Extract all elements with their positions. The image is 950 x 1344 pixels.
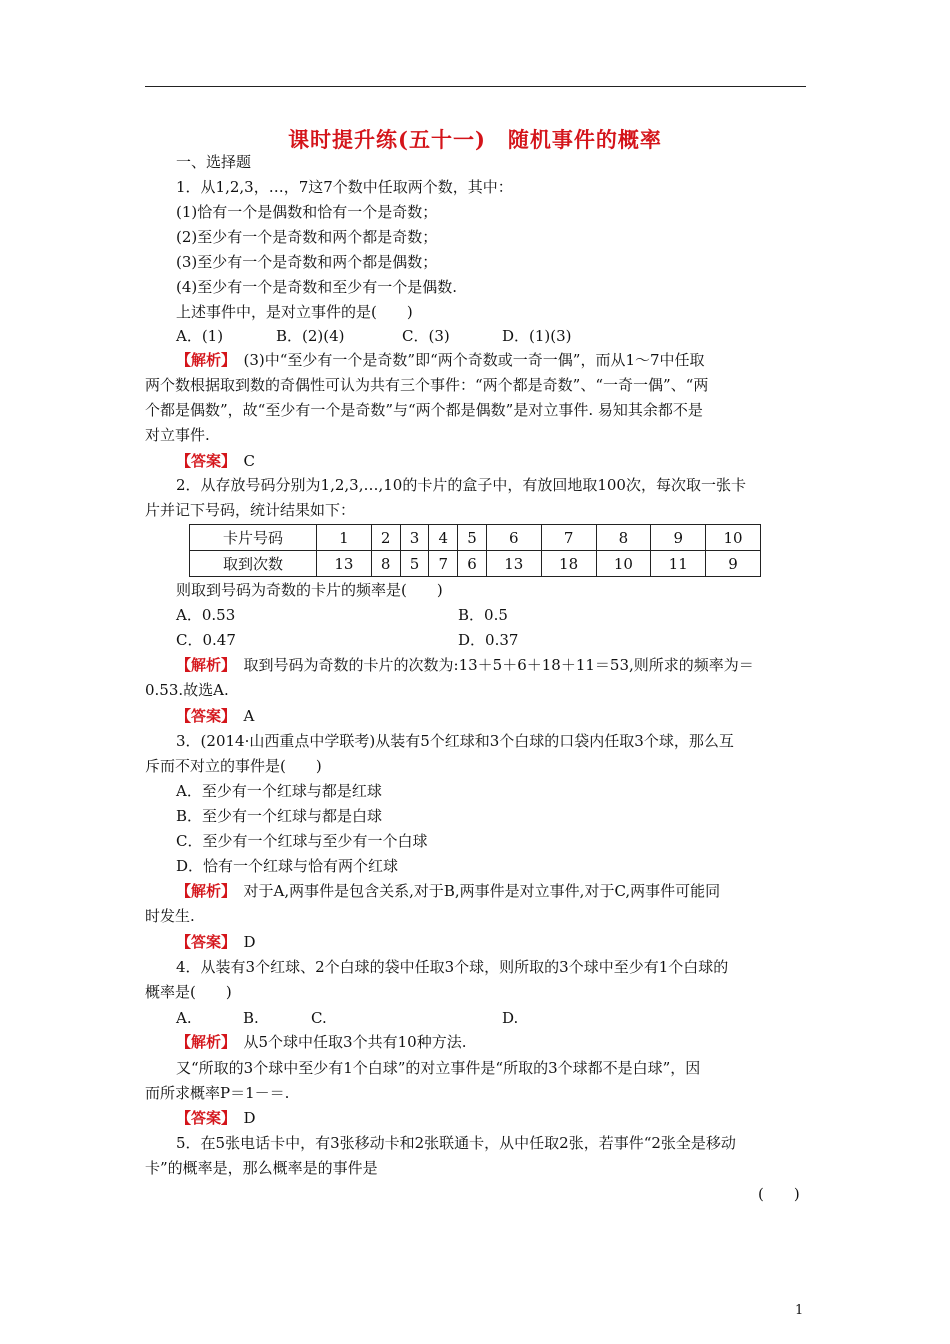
- q4-option-a: A.: [176, 1009, 192, 1027]
- analysis-tag: 【解析】: [176, 882, 229, 900]
- q4-stem-line: 4．从装有3个红球、2个白球的袋中任取3个球，则所取的3个球中至少有1个白球的: [176, 958, 729, 976]
- table-header-cell: 取到次数: [190, 551, 317, 577]
- q2-answer-line: [176, 706, 254, 726]
- q2-analysis-line: [176, 655, 754, 675]
- q4-analysis-line: 又“所取的3个球中至少有1个白球”的对立事件是“所取的3个球都不是白球”，因: [176, 1059, 701, 1077]
- q1-item: (3)至少有一个是奇数和两个都是偶数；: [176, 253, 438, 271]
- q3-option-b: B．至少有一个红球与都是白球: [176, 807, 383, 825]
- q1-option-c: C．(3): [402, 327, 450, 345]
- q4-option-c: C.: [311, 1009, 327, 1027]
- table-cell: 10: [596, 551, 651, 577]
- q1-item: (4)至少有一个是奇数和至少有一个是偶数.: [176, 278, 458, 296]
- table-cell: 8: [371, 551, 400, 577]
- table-cell: 7: [429, 551, 458, 577]
- answer-tag: 【答案】: [176, 933, 229, 951]
- header-rule: [145, 86, 806, 87]
- q1-analysis-line: [176, 350, 705, 370]
- q3-analysis-line: 时发生.: [145, 907, 195, 925]
- q1-item: (2)至少有一个是奇数和两个都是奇数；: [176, 228, 438, 246]
- analysis-tag: 【解析】: [176, 656, 229, 674]
- card-stats-table: [189, 524, 761, 577]
- q2-option-d: D．0.37: [458, 631, 519, 649]
- answer-tag: 【答案】: [176, 1109, 229, 1127]
- table-cell: 18: [541, 551, 596, 577]
- q1-ask: 上述事件中，是对立事件的是( ): [176, 303, 413, 321]
- q3-stem-line: 3．(2014·山西重点中学联考)从装有5个红球和3个白球的口袋内任取3个球，那么互: [176, 732, 734, 750]
- table-cell: 13: [486, 551, 541, 577]
- table-cell: 5: [458, 525, 487, 551]
- q3-option-d: D．恰有一个红球与恰有两个红球: [176, 857, 399, 875]
- section-heading: 一、选择题: [176, 153, 252, 171]
- answer-tag: 【答案】: [176, 707, 229, 725]
- table-cell: 7: [541, 525, 596, 551]
- q5-stem-line: 5．在5张电话卡中，有3张移动卡和2张联通卡，从中任取2张，若事件“2张全是移动: [176, 1134, 736, 1152]
- q2-analysis-line: 0.53.故选A.: [145, 681, 229, 699]
- page-title: 课时提升练(五十一) 随机事件的概率: [288, 127, 662, 152]
- table-row: [190, 551, 761, 577]
- q2-stem-line: 2．从存放号码分别为1,2,3,…,10的卡片的盒子中，有放回地取100次，每次取一张卡: [176, 476, 746, 494]
- table-row: [190, 525, 761, 551]
- q4-analysis-text: 从5个球中任取3个共有10种方法.: [228, 1033, 467, 1051]
- table-cell: 6: [486, 525, 541, 551]
- table-cell: 11: [651, 551, 706, 577]
- q1-option-d: D．(1)(3): [502, 327, 572, 345]
- q3-stem-line: 斥而不对立的事件是( ): [145, 757, 322, 775]
- q4-option-d: D.: [502, 1009, 519, 1027]
- table-cell: 9: [651, 525, 706, 551]
- table-cell: 8: [596, 525, 651, 551]
- q4-stem-line: 概率是( ): [145, 983, 232, 1001]
- table-cell: 2: [371, 525, 400, 551]
- q1-analysis-text: (3)中“至少有一个是奇数”即“两个奇数或一奇一偶”，而从1～7中任取: [228, 351, 705, 369]
- q3-option-c: C．至少有一个红球与至少有一个白球: [176, 832, 428, 850]
- q2-ask: 则取到号码为奇数的卡片的频率是( ): [176, 581, 443, 599]
- table-cell: 6: [458, 551, 487, 577]
- q1-stem: 1．从1,2,3，…，7这7个数中任取两个数，其中：: [176, 178, 513, 196]
- q4-analysis-line: [176, 1032, 466, 1052]
- q4-option-b: B.: [243, 1009, 259, 1027]
- q1-answer-line: [176, 451, 255, 471]
- table-cell: 1: [317, 525, 372, 551]
- q1-analysis-line: 对立事件.: [145, 426, 210, 444]
- q5-stem-line: 卡”的概率是，那么概率是的事件是: [145, 1159, 378, 1177]
- q2-answer: A: [228, 707, 255, 725]
- q1-option-a: A．(1): [176, 327, 224, 345]
- table-cell: 3: [400, 525, 429, 551]
- q3-analysis-line: [176, 881, 720, 901]
- q5-answer-bracket: ( ): [758, 1185, 800, 1203]
- analysis-tag: 【解析】: [176, 1033, 229, 1051]
- q3-answer-line: [176, 932, 256, 952]
- table-cell: 10: [706, 525, 761, 551]
- table-cell: 9: [706, 551, 761, 577]
- table-cell: 13: [317, 551, 372, 577]
- q2-option-a: A．0.53: [176, 606, 236, 624]
- table-cell: 4: [429, 525, 458, 551]
- answer-tag: 【答案】: [176, 452, 229, 470]
- q4-answer-line: [176, 1108, 256, 1128]
- q2-option-c: C．0.47: [176, 631, 236, 649]
- table-cell: 5: [400, 551, 429, 577]
- q1-option-b: B．(2)(4): [276, 327, 345, 345]
- q2-analysis-text: 取到号码为奇数的卡片的次数为:13＋5＋6＋18＋11＝53,则所求的频率为＝: [228, 656, 754, 674]
- q1-answer: C: [228, 452, 255, 470]
- q3-answer: D: [228, 933, 256, 951]
- q4-answer: D: [228, 1109, 256, 1127]
- q1-analysis-line: 个都是偶数”，故“至少有一个是奇数”与“两个都是偶数”是对立事件. 易知其余都不是: [145, 401, 703, 419]
- q2-stem-line: 片并记下号码，统计结果如下：: [145, 501, 356, 519]
- q4-analysis-line: 而所求概率P＝1－＝.: [145, 1084, 290, 1102]
- page-number: 1: [795, 1303, 804, 1318]
- q3-analysis-text: 对于A,两事件是包含关系,对于B,两事件是对立事件,对于C,两事件可能同: [228, 882, 721, 900]
- q3-option-a: A．至少有一个红球与都是红球: [176, 782, 382, 800]
- q2-option-b: B．0.5: [458, 606, 508, 624]
- table-header-cell: 卡片号码: [190, 525, 317, 551]
- q1-analysis-line: 两个数根据取到数的奇偶性可认为共有三个事件：“两个都是奇数”、“一奇一偶”、“两: [145, 376, 709, 394]
- q1-item: (1)恰有一个是偶数和恰有一个是奇数；: [176, 203, 438, 221]
- analysis-tag: 【解析】: [176, 351, 229, 369]
